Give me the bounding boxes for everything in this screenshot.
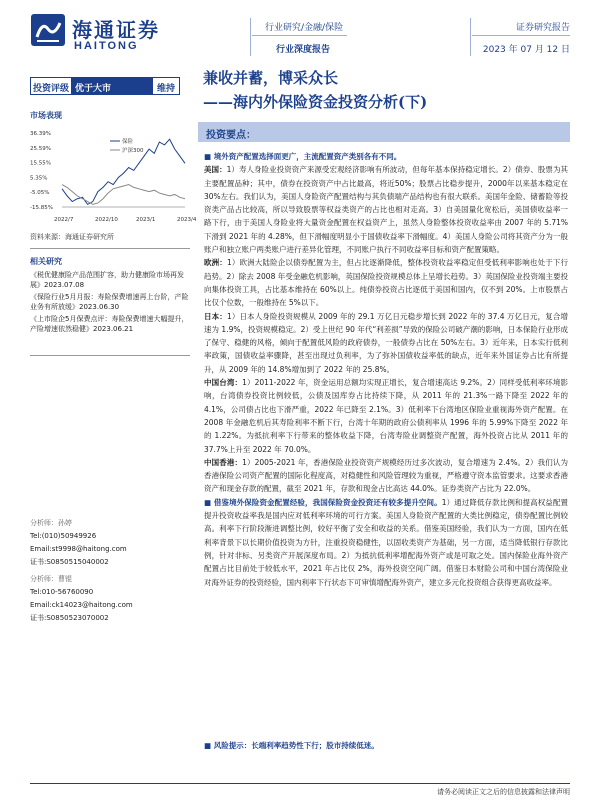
analyst-tel: Tel:(010)50949926 <box>30 532 97 540</box>
related-research-label: 相关研究 <box>30 257 62 266</box>
analyst-cert: 证书:S0850515040002 <box>30 558 109 566</box>
left-divider <box>30 248 190 249</box>
analyst-name: 分析师：孙婷 <box>30 519 72 527</box>
y-tick-label: 25.59% <box>30 145 51 152</box>
related-item[interactable]: 《上市险企5月保费点评：寿险保费增速大幅提升，产险增速依然稳健》2023.06.21 <box>30 315 189 333</box>
y-tick-label: 36.39% <box>30 131 51 137</box>
analyst-email[interactable]: Email:st9998@haitong.com <box>30 545 127 553</box>
analyst-tel: Tel:010-56760090 <box>30 588 94 596</box>
header-divider <box>250 18 251 56</box>
y-tick-label: 15.55% <box>30 160 51 167</box>
market-performance-label: 市场表现 <box>30 111 62 120</box>
bullet-heading: ■ 借鉴境外保险资金配置经验，我国保险资金投资还有较多提升空间。1）通过降低存款比例和提高权益配置提升投资收益率我是国内应对低利率环境的可行方案。美国人身险资产配置的大类比例稳定，债券配置比例较高。利率下行阶段渐进调整比例，较好平衡了安全和收益的关系。借鉴美国经验，我们认为一方面，国内在低利率背景下以长期价值投资为方针，注重投资稳健性，以固收类资产为基础，另一方面，适当降低银行存款比例，针对非标、另类资产开展深度布局。2）为抵抗低利率增配海外资产或是可取之处。国内保险业海外资产配置占比目前处于较低水平，2021 年占比仅 2%，海外投资空间广阔。借鉴日本财险公司和中国台湾保险业对海外证券的投资经验，国内利率下行状态下可审慎增配海外资产，建立多元化投资组合获得更高收益率。 <box>204 497 568 587</box>
logo-en-text: HAITONG <box>74 40 139 52</box>
bullet-icon: ■ <box>204 497 214 507</box>
bullet-icon: ■ <box>204 741 214 750</box>
analyst-contact <box>30 517 190 569</box>
eu-paragraph: 欧洲：1）欧洲大陆险企以债券配置为主，但占比逐渐降低，整体投资收益率稳定但受低利率影响也处于下行趋势。2）除去 2008 年受金融危机影响，英国保险投资规模总体上呈增长趋势。3）英国保险业投资端主要投向集体投资工具，占比基本维持在 60%以上。纯债券投资占比逐低于美国和国内，仅不到 20%。上市股票占比仅个位数，一般维持在 5%以下。 <box>204 258 568 308</box>
left-divider <box>30 355 190 356</box>
bullet-heading: ■ 境外资产配置选择面更广，主流配置资产类别各有不同。 <box>204 152 402 161</box>
rating-keep: 维持 <box>156 84 175 94</box>
x-tick-label: 2023/1 <box>136 217 156 223</box>
report-category: 行业研究/金融/保险 <box>265 23 344 33</box>
footer-divider <box>30 783 570 784</box>
header-divider <box>472 35 570 36</box>
footer-disclaimer: 请务必阅读正文之后的信息披露和法律声明 <box>437 788 570 796</box>
header-divider <box>470 18 471 56</box>
y-tick-label: 5.35% <box>30 175 48 182</box>
report-type: 行业深度报告 <box>276 45 331 55</box>
y-tick-label: -15.85% <box>30 205 53 211</box>
tw-paragraph: 中国台湾：1）2011-2022 年，资金运用总额均实现正增长，复合增速高达 9.2%。2）同样受低利率环境影响，台湾债券投资比例较低，公债及国库券占比持续下降，从 2011 年的 21.3%一路下降至 2022 年的 4.1%，公司债占比也下滑严重，2022 年已降至 2.1%。3）低利率下台湾地区保险业重视海外资产配置。在 2008 年金融危机后其寿险利率不断下行，台湾十年期的政府公债利率从 1996 年的 5.99%下降至 2022 年的 1.22%。为抵抗利率下行带来的整体收益下降，台湾寿险业调整资产配置，海外投资占比从 2011 年的 37.7%上升至 2022 年 70.0%。 <box>204 378 569 454</box>
report-header <box>0 0 600 60</box>
risk-warning: ■ 风险提示：长端利率趋势性下行；股市持续低迷。 <box>204 741 379 750</box>
y-tick-label: -5.05% <box>30 190 50 197</box>
x-tick-label: 2022/7 <box>54 217 74 223</box>
analyst-name: 分析师：曹锟 <box>30 575 72 583</box>
series-line <box>62 185 185 205</box>
report-subtitle: ——海内外保险资金投资分析(下) <box>203 93 428 111</box>
rating-label: 投资评级 <box>31 78 71 94</box>
report-date: 2023 年 07 月 12 日 <box>482 45 570 55</box>
jp-paragraph: 日本：1）日本人身险投资规模从 2009 年的 29.1 万亿日元稳步增长到 2022 年的 37.4 万亿日元，复合增速为 1.9%，投资规模稳定。2）受上世纪 90 年代“利差损”导致的保险公司破产潮的影响，日本保险行业形成了保守、稳健的风格，倾向于配置低风险的政府债券，一般债券占比在 50%左右。3）近年来，日本实行低利率政策，国债收益率骤降，甚至出现过负利率，为了弥补国债收益率低的缺点，近年来外国证券占比有所提升，从 2009 年的 14.8%增加到了 2022 年的 25.8%。 <box>204 311 569 374</box>
analyst-contact <box>30 573 190 625</box>
x-tick-label: 2023/4 <box>177 217 197 223</box>
market-performance-chart <box>30 125 197 225</box>
rating-value: 优于大市 <box>71 78 153 94</box>
bullet-icon: ■ <box>204 152 214 161</box>
chart-source: 资料来源：海通证券研究所 <box>30 233 114 241</box>
legend-label: 保险 <box>122 139 134 145</box>
key-points-body <box>204 150 568 589</box>
report-title: 兼收并蓄，博采众长 <box>203 69 339 87</box>
related-research-list <box>30 270 192 334</box>
related-item[interactable]: 《税优健康险产品范围扩容，助力健康险市场再发展》2023.07.08 <box>30 271 184 289</box>
logo-cn-text: 海通证券 <box>72 18 160 42</box>
haitong-logo-icon <box>30 13 66 47</box>
header-divider <box>252 35 347 36</box>
x-tick-label: 2022/10 <box>95 217 118 223</box>
us-paragraph: 美国：1）寿人身险业投资资产来源受宏观经济影响有所波动，但每年基本保持稳定增长。2）债券、股票为其主要配置品种；其中，债券在投资资产中占比最高，将近50%；股票占比稳步提升，2000年以来基本稳定在30%左右。我们认为，美国人身险资产配置结构与其负债端产品结构也有很大联系。美国年金险、储蓄险等投资类产品占比较高，所以导致股票等权益类资产的占比也相对走高。3）自美国量化宽松后，美国债收益率一路下行，由于美国人身险业将大量资金配置在权益资产上，虽然人身险整体投资收益率由 2007 年的 5.71%下滑到 2021 年的 4.28%，但下滑幅度明显小于国债收益率下滑幅度。4）美国人身险公司将其资产分为一般账户和独立账户两类账户进行差异化管理，不同账户执行不同收益率目标和资产配置策略。 <box>204 165 568 255</box>
legend-label: 沪深300 <box>122 148 144 154</box>
investment-rating <box>30 77 180 95</box>
analyst-cert: 证书:S0850523070002 <box>30 614 109 622</box>
key-points-title: 投资要点： <box>206 130 256 141</box>
analyst-email[interactable]: Email:ck14023@haitong.com <box>30 601 133 609</box>
related-item[interactable]: 《保险行业5月月报：寿险保费增速再上台阶，产险业务有所放缓》2023.06.30 <box>30 293 189 311</box>
doc-label: 证券研究报告 <box>515 23 570 33</box>
hk-paragraph: 中国香港：1）2005-2021 年，香港保险业投资资产规模经历过多次波动，复合增速为 2.4%。2）我们认为香港保险公司资产配置的国际化程度高，对稳健性和风险管理较为重视，严格遵守资本监管要求。这要求香港资产和现金存款的配置，截至 2021 年，存款和现金占比高达 44.0%。证券类资产占比为 22.0%。 <box>204 457 569 494</box>
